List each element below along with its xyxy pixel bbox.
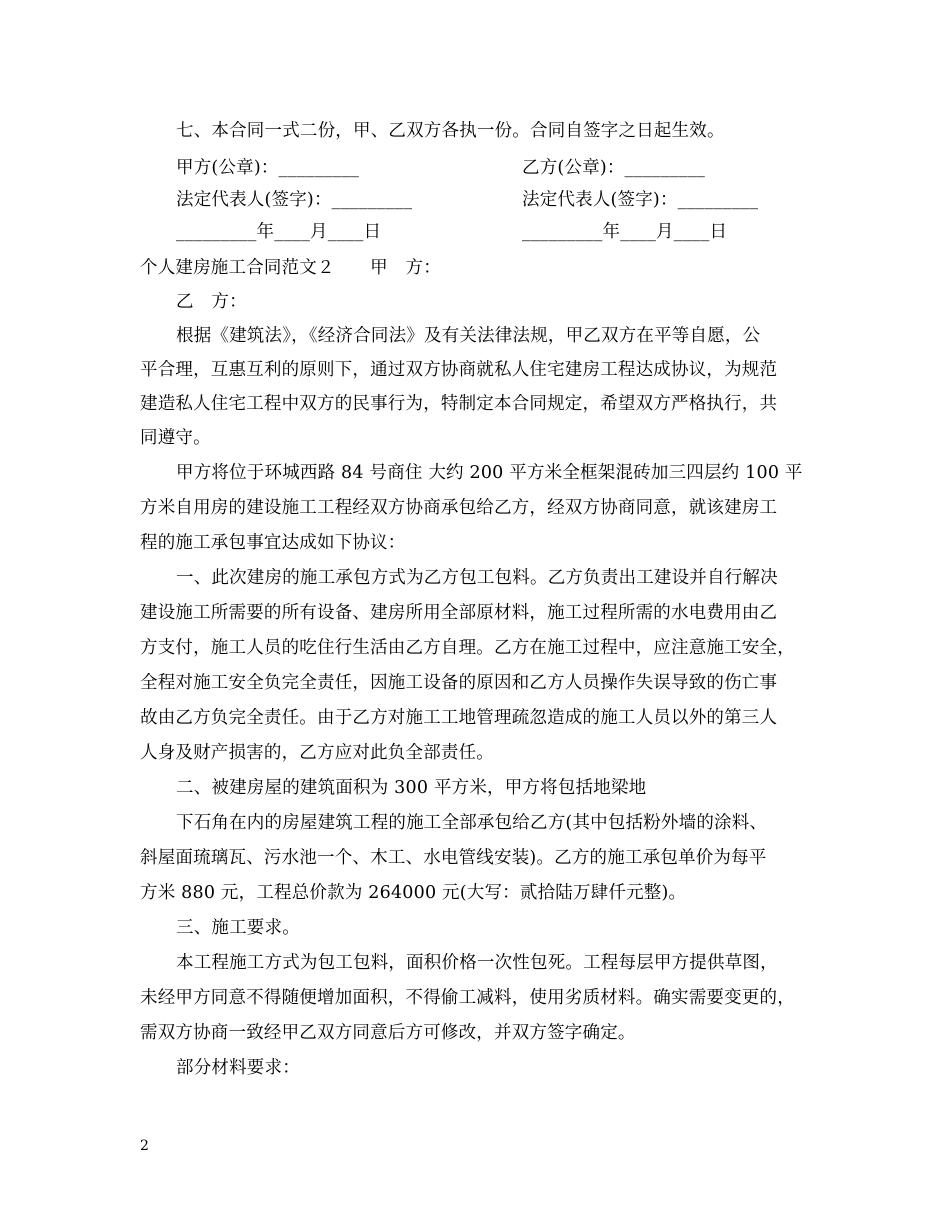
clause-2-line: 下石角在内的房屋建筑工程的施工全部承包给乙方(其中包括粉外墙的涂料、 bbox=[176, 813, 768, 833]
clause-1-line: 建设施工所需要的所有设备、建房所用全部原材料，施工过程所需的水电费用由乙 bbox=[140, 603, 778, 623]
clause-3-title: 三、施工要求。 bbox=[176, 918, 300, 938]
clause-1-line: 方支付，施工人员的吃住行生活由乙方自理。乙方在施工过程中，应注意施工安全， bbox=[140, 638, 795, 658]
intro-line: 同遵守。 bbox=[140, 428, 211, 448]
contract-2-heading: 个人建房施工合同范文２ 甲 方： bbox=[140, 258, 441, 278]
clause-7: 七、本合同一式二份，甲、乙双方各执一份。合同自签字之日起生效。 bbox=[176, 121, 725, 141]
party-b-representative: 法定代表人(签字)：_________ bbox=[522, 190, 759, 210]
clause-2-line: 方米 880 元，工程总价款为 264000 元(大写：贰拾陆万肆仟元整)。 bbox=[140, 883, 687, 903]
clause-1-line: 一、此次建房的施工承包方式为乙方包工包料。乙方负责出工建设并自行解决 bbox=[176, 568, 778, 588]
party-a-seal: 甲方(公章)：_________ bbox=[176, 158, 360, 178]
intro-line: 平合理，互惠互利的原则下，通过双方协商就私人住宅建房工程达成协议，为规范 bbox=[140, 360, 778, 380]
clause-1-line: 全程对施工安全负完全责任，因施工设备的原因和乙方人员操作失误导致的伤亡事 bbox=[140, 673, 778, 693]
clause-1-line: 人身及财产损害的，乙方应对此负全部责任。 bbox=[140, 743, 494, 763]
party-a-representative: 法定代表人(签字)：_________ bbox=[176, 190, 413, 210]
party-b-seal: 乙方(公章)：_________ bbox=[522, 158, 706, 178]
premise-line: 方米自用房的建设施工工程经双方协商承包给乙方，经双方协商同意，就该建房工 bbox=[140, 498, 778, 518]
premise-line: 甲方将位于环城西路 84 号商住 大约 200 平方米全框架混砖加三四层约 100 平 bbox=[176, 463, 803, 483]
party-b-date: _________年____月____日 bbox=[522, 222, 728, 242]
party-b-label: 乙 方： bbox=[176, 292, 247, 312]
clause-3-line: 未经甲方同意不得随便增加面积，不得偷工减料，使用劣质材料。确实需要变更的， bbox=[140, 988, 795, 1008]
intro-line: 建造私人住宅工程中双方的民事行为，特制定本合同规定，希望双方严格执行，共 bbox=[140, 394, 778, 414]
clause-1-line: 故由乙方负完全责任。由于乙方对施工工地管理疏忽造成的施工人员以外的第三人 bbox=[140, 708, 778, 728]
materials-title: 部分材料要求： bbox=[176, 1058, 300, 1078]
clause-2-line: 二、被建房屋的建筑面积为 300 平方米，甲方将包括地梁地 bbox=[176, 778, 647, 798]
clause-2-line: 斜屋面琉璃瓦、污水池一个、木工、水电管线安装)。乙方的施工承包单价为每平 bbox=[140, 848, 767, 868]
clause-3-line: 需双方协商一致经甲乙双方同意后方可修改，并双方签字确定。 bbox=[140, 1023, 636, 1043]
intro-line: 根据《建筑法》，《经济合同法》及有关法律法规，甲乙双方在平等自愿，公 bbox=[176, 326, 761, 346]
premise-line: 程的施工承包事宜达成如下协议： bbox=[140, 533, 406, 553]
page-number: 2 bbox=[140, 1138, 149, 1154]
clause-3-line: 本工程施工方式为包工包料，面积价格一次性包死。工程每层甲方提供草图， bbox=[176, 953, 778, 973]
party-a-date: _________年____月____日 bbox=[176, 222, 382, 242]
